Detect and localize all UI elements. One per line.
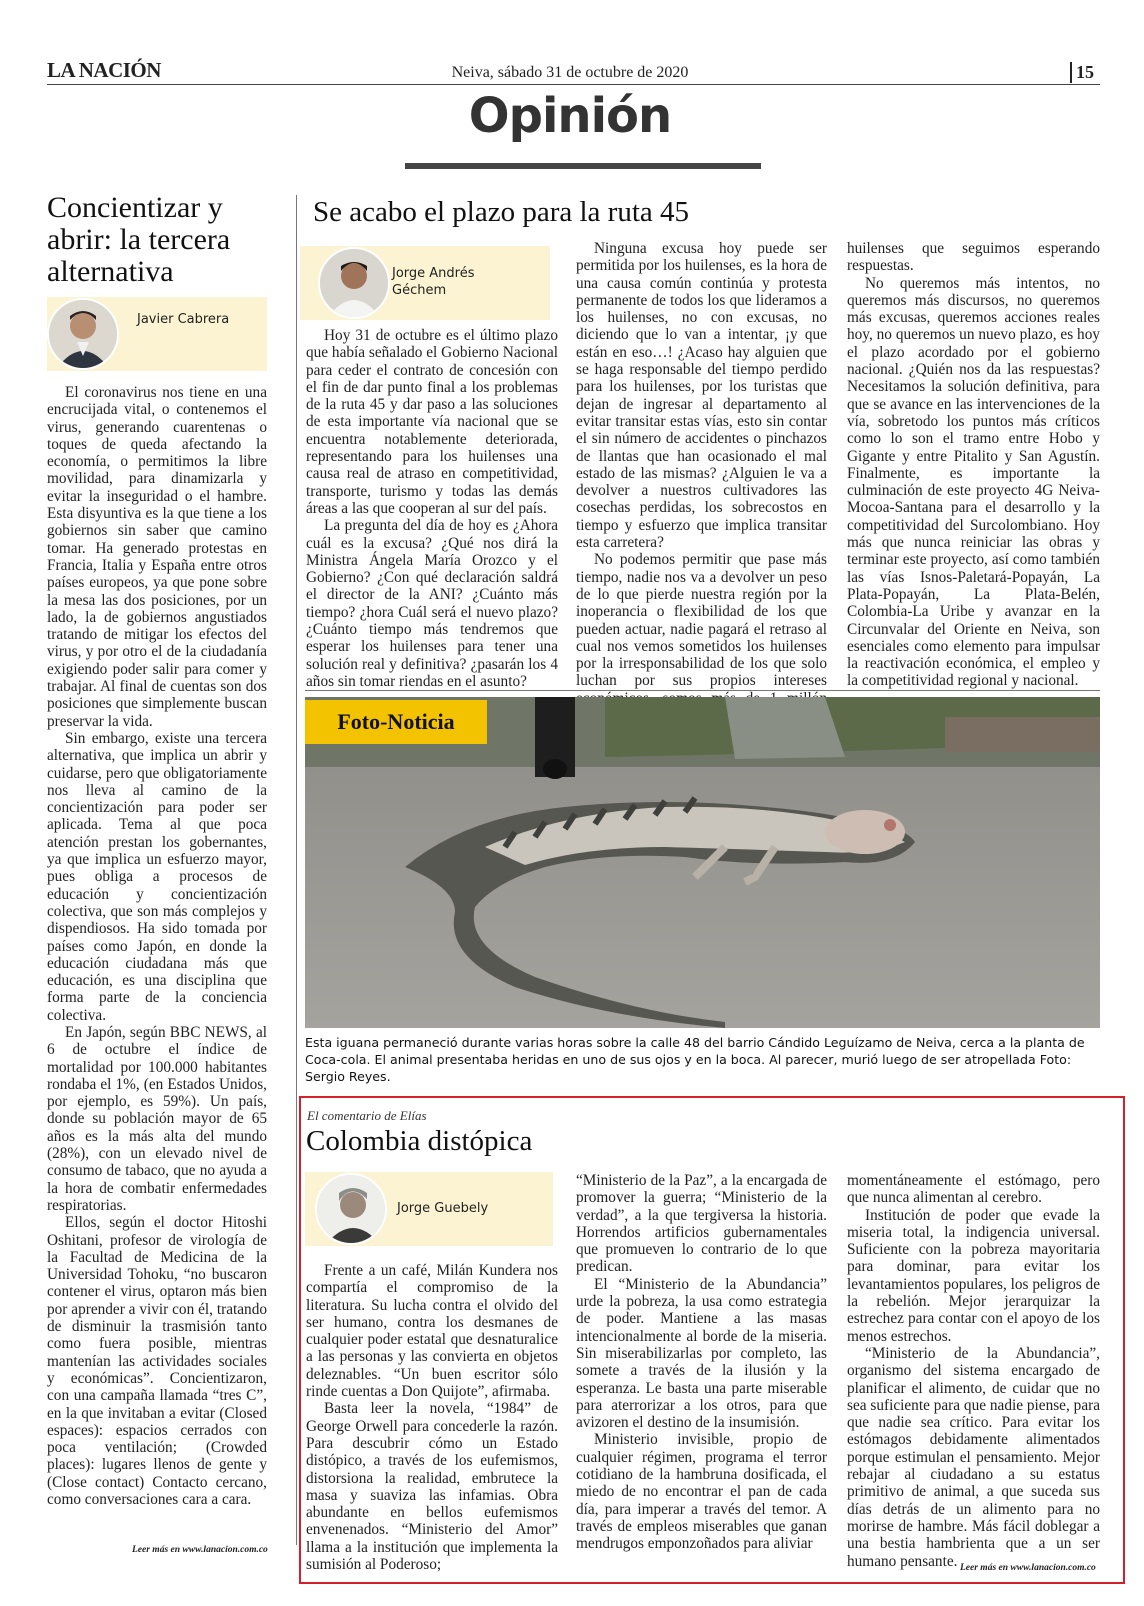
page-number: 15	[1070, 62, 1094, 83]
paragraph: Hoy 31 de octubre es el último plazo que había señalado el Gobierno Nacional para ceder el contrato de concesión con el fin de dar punto final a los problemas de la ruta 45 y dar paso a las soluciones de esta importante vía nacional que se encuentra notablemente deteriorada, representando para los huilenses una causa real de atraso en competitividad, transporte, turismo y todas las demás áreas a las que cooperan al sur del país.	[306, 327, 558, 517]
left-author-name: Javier Cabrera	[137, 312, 230, 327]
paragraph: “Ministerio de la Paz”, a la encargada de promover la guerra; “Ministerio de la verdad”, a la que tergiversa la historia. Horrendos artificios gubernamentales que promueven lo contrario de lo que predican.	[576, 1172, 827, 1276]
paragraph: Ellos, según el doctor Hitoshi Oshitani, profesor de virología de la Facultad de Medicina de la Universidad Tohoku, “no buscaron contener el virus, optaron más bien por aprender a vivir con él, tratando de disminuir la trasmisión tanto como fuera posible, mientras mantenían las actividades sociales y económicas”. Concientizaron, con una campaña llamada “tres C”, en la que invitaban a evitar (Closed espaces): espacios cerrados con poca ventilación; (Crowded places): lugares llenos de gente y (Close contact) Contacto cercano, como conversaciones cara a cara.	[47, 1214, 267, 1508]
column-divider	[296, 195, 297, 1545]
left-read-more[interactable]: Leer más en www.lanacion.com.co	[132, 1545, 268, 1555]
bottom-article-column-2	[576, 1172, 827, 1553]
top-article-column-2	[576, 240, 827, 724]
masthead-rule	[47, 84, 1100, 85]
paragraph: Ninguna excusa hoy puede ser permitida por los huilenses, es la hora de una causa común continúa y protesta permanente de todos los que lideramos a los huilenses, no con excusas, no diciendo que lo van a intentar, ¡y que están en eso…! ¿Acaso hay alguien que se haga responsable del tiempo perdido para los huilenses, por los turistas que dejan de ingresar al departamento al evitar transitar estas vías, esto sin contar el sin número de accidentes o pinchazos de llantas que han ocasionado el mal estado de las mismas? ¿Alguien le va a devolver a nuestros cultivadores las cosechas perdidas, los sobrecostos en tiempo y esfuerzo que implica transitar esta carretera?	[576, 240, 827, 552]
top-article-column-1	[306, 327, 558, 690]
paragraph: La pregunta del día de hoy es ¿Ahora cuál es la excusa? ¿Qué nos dirá la Ministra Ángela María Orozco y el Gobierno? ¿Con qué declaración saldrá el director de la ANI? ¿Cuánto más tiempo? ¿hora Cuál será el nuevo plazo? ¿Cuánto tiempo más tendremos que esperar los huilenses para tener una solución real y definitiva? ¿pasarán los 4 años sin tomar riendas en el asunto?	[306, 517, 558, 690]
author-photo	[47, 298, 119, 370]
section-title: Opinión	[468, 88, 672, 144]
newspaper-logo: LA NACIÓN	[47, 58, 161, 82]
paragraph: Basta leer la novela, “1984” de George Orwell para concederle la razón. Para descubrir cómo un Estado distópico, a través de los eufemismos, distorsiona la realidad, embrutece la masa y suaviza las infamias. Obra abundante en bellos eufemismos envenenados. “Ministerio del Amor” llama a la institución que implementa la sumisión al Poderoso;	[306, 1400, 558, 1574]
author-photo	[315, 1173, 387, 1245]
bottom-read-more[interactable]: Leer más en www.lanacion.com.co	[960, 1563, 1096, 1573]
top-author-name: Jorge Andrés Géchem	[392, 266, 475, 298]
iguana-photo	[305, 697, 1100, 1028]
author-photo	[318, 247, 390, 319]
bottom-author-box	[305, 1172, 553, 1246]
paragraph: El “Ministerio de la Abundancia” urde la pobreza, la usa como estrategia de poder. Mantiene a las masas intencionalmente al borde de la miseria. Sin miserabilizarlas por completo, las somete a través de la ilusión y la esperanza. Le basta una parte miserable para aterrorizar a los otros, para que avizoren el destino de la insumisión.	[576, 1275, 827, 1432]
photo-caption: Esta iguana permaneció durante varias horas sobre la calle 48 del barrio Cándido Leguízamo de Neiva, cerca a la planta de Coca-cola. El animal presentaba heridas en uno de sus ojos y en la boca. Al parecer, murió luego de ser atropellada Foto: Sergio Reyes.	[305, 1035, 1085, 1084]
paragraph: momentáneamente el estómago, pero que nunca alimentan al cerebro.	[847, 1172, 1100, 1207]
bottom-article-column-1	[306, 1262, 558, 1573]
paragraph: Sin embargo, existe una tercera alternativa, que implica un abrir y cuidarse, pero que obligatoriamente nos lleva al camino de la concientización para poder ser aplicada. Tema al que poca atención prestan los gobernantes, ya que implica un esfuerzo mayor, pues obliga a procesos de educación y concientización colectiva, que son más complejos y dispendiosos. Ha sido tomada por países como Japón, en donde la educación ciudadana más que educación, es una disciplina que forma parte de la conciencia colectiva.	[47, 729, 267, 1024]
foto-noticia-label: Foto-Noticia	[305, 700, 487, 744]
bottom-author-name: Jorge Guebely	[397, 1201, 489, 1216]
left-author-box	[47, 297, 267, 371]
bottom-article-headline: Colombia distópica	[306, 1125, 533, 1157]
paragraph: “Ministerio de la Abundancia”, organismo del sistema encargado de planificar el alimento, de cuidar que no sea suficiente para que nadie piense, para que nadie sea crítico. Para evitar los estómagos debidamente alimentados porque estimulan el pensamiento. Mejor rebajar al ciudadano a su estatus primitivo de animal, a que suceda sus días detrás de un alimento para no morirse de hambre. Más fácil doblegar a una bestia hambrienta que a un ser humano pensante.	[847, 1344, 1100, 1570]
bottom-article-column-3	[847, 1172, 1100, 1570]
paragraph: huilenses que seguimos esperando respuestas.	[847, 240, 1100, 275]
dateline: Neiva, sábado 31 de octubre de 2020	[451, 64, 689, 81]
column-kicker: El comentario de Elías	[307, 1108, 427, 1123]
left-article-headline: Concientizar y abrir: la tercera alternativa	[47, 191, 231, 288]
section-underline	[405, 163, 761, 169]
paragraph: No queremos más intentos, no queremos más discursos, no queremos más excusas, queremos acciones reales hoy, no queremos un nuevo plazo, es hoy el plazo acordado por el gobierno nacional. ¿Quién nos da las respuestas? Necesitamos la solución definitiva, para que se avance en las intervenciones de la vía, sobretodo los puntos más críticos como lo son el tramo entre Hobo y Gigante y entre Pitalito y San Agustín. Finalmente, es importante la culminación de este proyecto 4G Neiva-Mocoa-Santana para el desarrollo y la competitividad del Surcolombiano. Hoy más que nunca reiniciar las obras y terminar este proyecto, así como también las vías Isnos-Paletará-Popayán, La Plata-Popayán, La Plata-Belén, Colombia-La Uribe y avanzar en la Circunvalar del Oriente en Neiva, son esenciales como elemento para impulsar la reactivación económica, el empleo y la competitividad regional y nacional.	[847, 274, 1100, 690]
top-article-column-3	[847, 240, 1100, 690]
left-article-body	[47, 384, 267, 1508]
paragraph: Frente a un café, Milán Kundera nos compartía el compromiso de la literatura. Su lucha contra el olvido del ser humano, contra los desmanes de cualquier poder estatal que desnaturalice a las personas y las convierta en objetos deleznables. “Un buen escritor sólo rinde cuentas a Don Quijote”, afirmaba.	[306, 1262, 558, 1401]
paragraph: El coronavirus nos tiene en una encrucijada vital, o contenemos el virus, generando cuarentenas o toques de queda afectando la economía, o permitimos la libre movilidad, para dinamizarla y evitar la inseguridad o el hambre. Esta disyuntiva es la que tiene a los gobiernos sin saber que camino tomar. Ha generado protestas en Francia, Italia y España entre otros países europeos, ya que pone sobre la mesa las dos posiciones, por un lado, la de gobiernos angustiados tratando de mitigar los efectos del virus, y por otro el de la ciudadanía exigiendo poder salir para comer y trabajar. Al final de cuentas son dos posiciones que simplemente buscan preservar la vida.	[47, 384, 267, 730]
top-author-box	[300, 246, 550, 320]
paragraph: En Japón, según BBC NEWS, al 6 de octubre el índice de mortalidad por 100.000 habitantes rondaba el 1%, (en Estados Unidos, por ejemplo, es 59%). Un país, donde su población mayor de 65 años es la más alta del mundo (28%), con un elevado nivel de consumo de tabaco, que no ayuda a la hora de combatir enfermedades respiratorias.	[47, 1023, 267, 1214]
top-article-headline: Se acabo el plazo para la ruta 45	[313, 196, 690, 228]
paragraph: No podemos permitir que pase más tiempo, nadie nos va a devolver un peso de lo que pierde nuestra región por la inoperancia o flexibilidad de los que pueden actuar, nadie pagará el retraso al cual nos vemos sometidos los huilenses por la irresponsabilidad de los que solo luchan por sus propios intereses	[576, 551, 827, 690]
paragraph: Institución de poder que evade la miseria total, la indigencia universal. Suficiente con la pobreza mayoritaria para dominar, para evitar los levantamientos populares, los peligros de la rebelión. Mejor jerarquizar la estrechez para contar con el apoyo de los menos estrechos.	[847, 1206, 1100, 1345]
paragraph: Ministerio invisible, propio de cualquier régimen, programa el terror cotidiano de la hambruna dosificada, el miedo de no encontrar el pan de cada día, para imperar a través del temor. A través de empleos miserables que ganan mendrugos emponzoñados para aliviar	[576, 1431, 827, 1553]
